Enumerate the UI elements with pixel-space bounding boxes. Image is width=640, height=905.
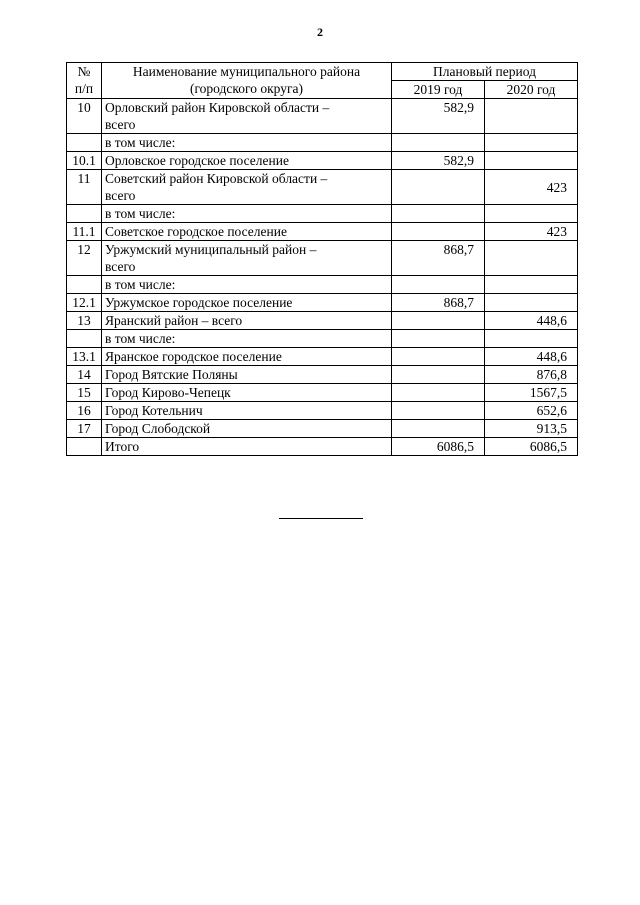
header-number-line2: п/п <box>74 81 94 96</box>
row-name: Советское городское поселение <box>102 223 392 241</box>
row-value-2019 <box>392 420 485 438</box>
row-value-2019 <box>392 205 485 223</box>
row-name: в том числе: <box>102 276 392 294</box>
table-row <box>67 205 578 223</box>
header-name <box>102 63 392 99</box>
table-row <box>67 348 578 366</box>
row-value-2020: 652,6 <box>485 402 578 420</box>
table-row <box>67 99 578 134</box>
row-name: Город Слободской <box>102 420 392 438</box>
row-value-2020: 1567,5 <box>485 384 578 402</box>
table-row <box>67 366 578 384</box>
row-name: Орловское городское поселение <box>102 152 392 170</box>
header-year-2020: 2020 год <box>485 81 578 99</box>
row-value-2019 <box>392 384 485 402</box>
row-value-2020 <box>485 205 578 223</box>
row-name: Город Вятские Поляны <box>102 366 392 384</box>
row-value-2020 <box>485 276 578 294</box>
row-value-2019: 582,9 <box>392 99 485 134</box>
row-value-2019 <box>392 170 485 205</box>
allocation-table <box>66 62 578 456</box>
table-row <box>67 134 578 152</box>
row-value-2020: 876,8 <box>485 366 578 384</box>
row-name: в том числе: <box>102 134 392 152</box>
header-year-2019: 2019 год <box>392 81 485 99</box>
table-row <box>67 223 578 241</box>
row-number <box>67 276 102 294</box>
row-value-2020: 448,6 <box>485 348 578 366</box>
row-value-2020: 423 <box>485 170 578 205</box>
row-name: Яранский район – всего <box>102 312 392 330</box>
row-number <box>67 330 102 348</box>
row-number: 17 <box>67 420 102 438</box>
table-row <box>67 276 578 294</box>
table-row <box>67 312 578 330</box>
row-name-line1: Советский район Кировской области – <box>105 171 328 186</box>
table-row <box>67 402 578 420</box>
header-period: Плановый период <box>392 63 578 81</box>
table-total-row <box>67 438 578 456</box>
row-value-2019: 582,9 <box>392 152 485 170</box>
row-number: 13 <box>67 312 102 330</box>
row-value-2020 <box>485 134 578 152</box>
row-value-2020: 913,5 <box>485 420 578 438</box>
page-number: 2 <box>317 25 323 39</box>
table-row <box>67 294 578 312</box>
table-header-row <box>67 63 578 81</box>
table-row <box>67 241 578 276</box>
row-value-2019 <box>392 276 485 294</box>
row-value-2019 <box>392 348 485 366</box>
row-number: 12 <box>67 241 102 276</box>
row-number: 12.1 <box>67 294 102 312</box>
table-row <box>67 170 578 205</box>
row-name: в том числе: <box>102 330 392 348</box>
row-number: 14 <box>67 366 102 384</box>
total-value-2019: 6086,5 <box>392 438 485 456</box>
row-value-2020 <box>485 330 578 348</box>
table-row <box>67 420 578 438</box>
table-row <box>67 384 578 402</box>
row-number: 11.1 <box>67 223 102 241</box>
row-value-2020: 423 <box>485 223 578 241</box>
row-value-2019 <box>392 330 485 348</box>
closing-divider <box>279 518 363 519</box>
row-name: Город Котельнич <box>102 402 392 420</box>
row-number: 10.1 <box>67 152 102 170</box>
row-name <box>102 241 392 276</box>
row-value-2020 <box>485 152 578 170</box>
row-value-2020 <box>485 294 578 312</box>
row-value-2019 <box>392 366 485 384</box>
row-value-2020 <box>485 241 578 276</box>
table-row <box>67 152 578 170</box>
header-name-line2: (городского округа) <box>189 81 304 96</box>
row-name: Яранское городское поселение <box>102 348 392 366</box>
header-name-line1: Наименование муниципального района <box>132 64 361 79</box>
row-number: 16 <box>67 402 102 420</box>
row-number <box>67 134 102 152</box>
row-name: в том числе: <box>102 205 392 223</box>
row-number <box>67 205 102 223</box>
row-name-line1: Орловский район Кировской области – <box>105 100 330 115</box>
total-label: Итого <box>102 438 392 456</box>
row-number: 10 <box>67 99 102 134</box>
header-number <box>67 63 102 99</box>
row-value-2019 <box>392 223 485 241</box>
row-name: Уржумское городское поселение <box>102 294 392 312</box>
row-name: Город Кирово-Чепецк <box>102 384 392 402</box>
row-value-2019 <box>392 312 485 330</box>
row-name <box>102 99 392 134</box>
row-name-line1: Уржумский муниципальный район – <box>105 242 317 257</box>
row-value-2019: 868,7 <box>392 294 485 312</box>
total-value-2020: 6086,5 <box>485 438 578 456</box>
row-value-2019: 868,7 <box>392 241 485 276</box>
row-value-2020 <box>485 99 578 134</box>
table-row <box>67 330 578 348</box>
row-value-2019 <box>392 134 485 152</box>
row-name <box>102 170 392 205</box>
row-number: 13.1 <box>67 348 102 366</box>
row-value-2019 <box>392 402 485 420</box>
row-name-line2: всего <box>105 117 136 132</box>
row-name-line2: всего <box>105 259 136 274</box>
total-number <box>67 438 102 456</box>
row-name-line2: всего <box>105 188 136 203</box>
header-number-line1: № <box>77 64 91 79</box>
row-value-2020: 448,6 <box>485 312 578 330</box>
row-number: 11 <box>67 170 102 205</box>
row-number: 15 <box>67 384 102 402</box>
